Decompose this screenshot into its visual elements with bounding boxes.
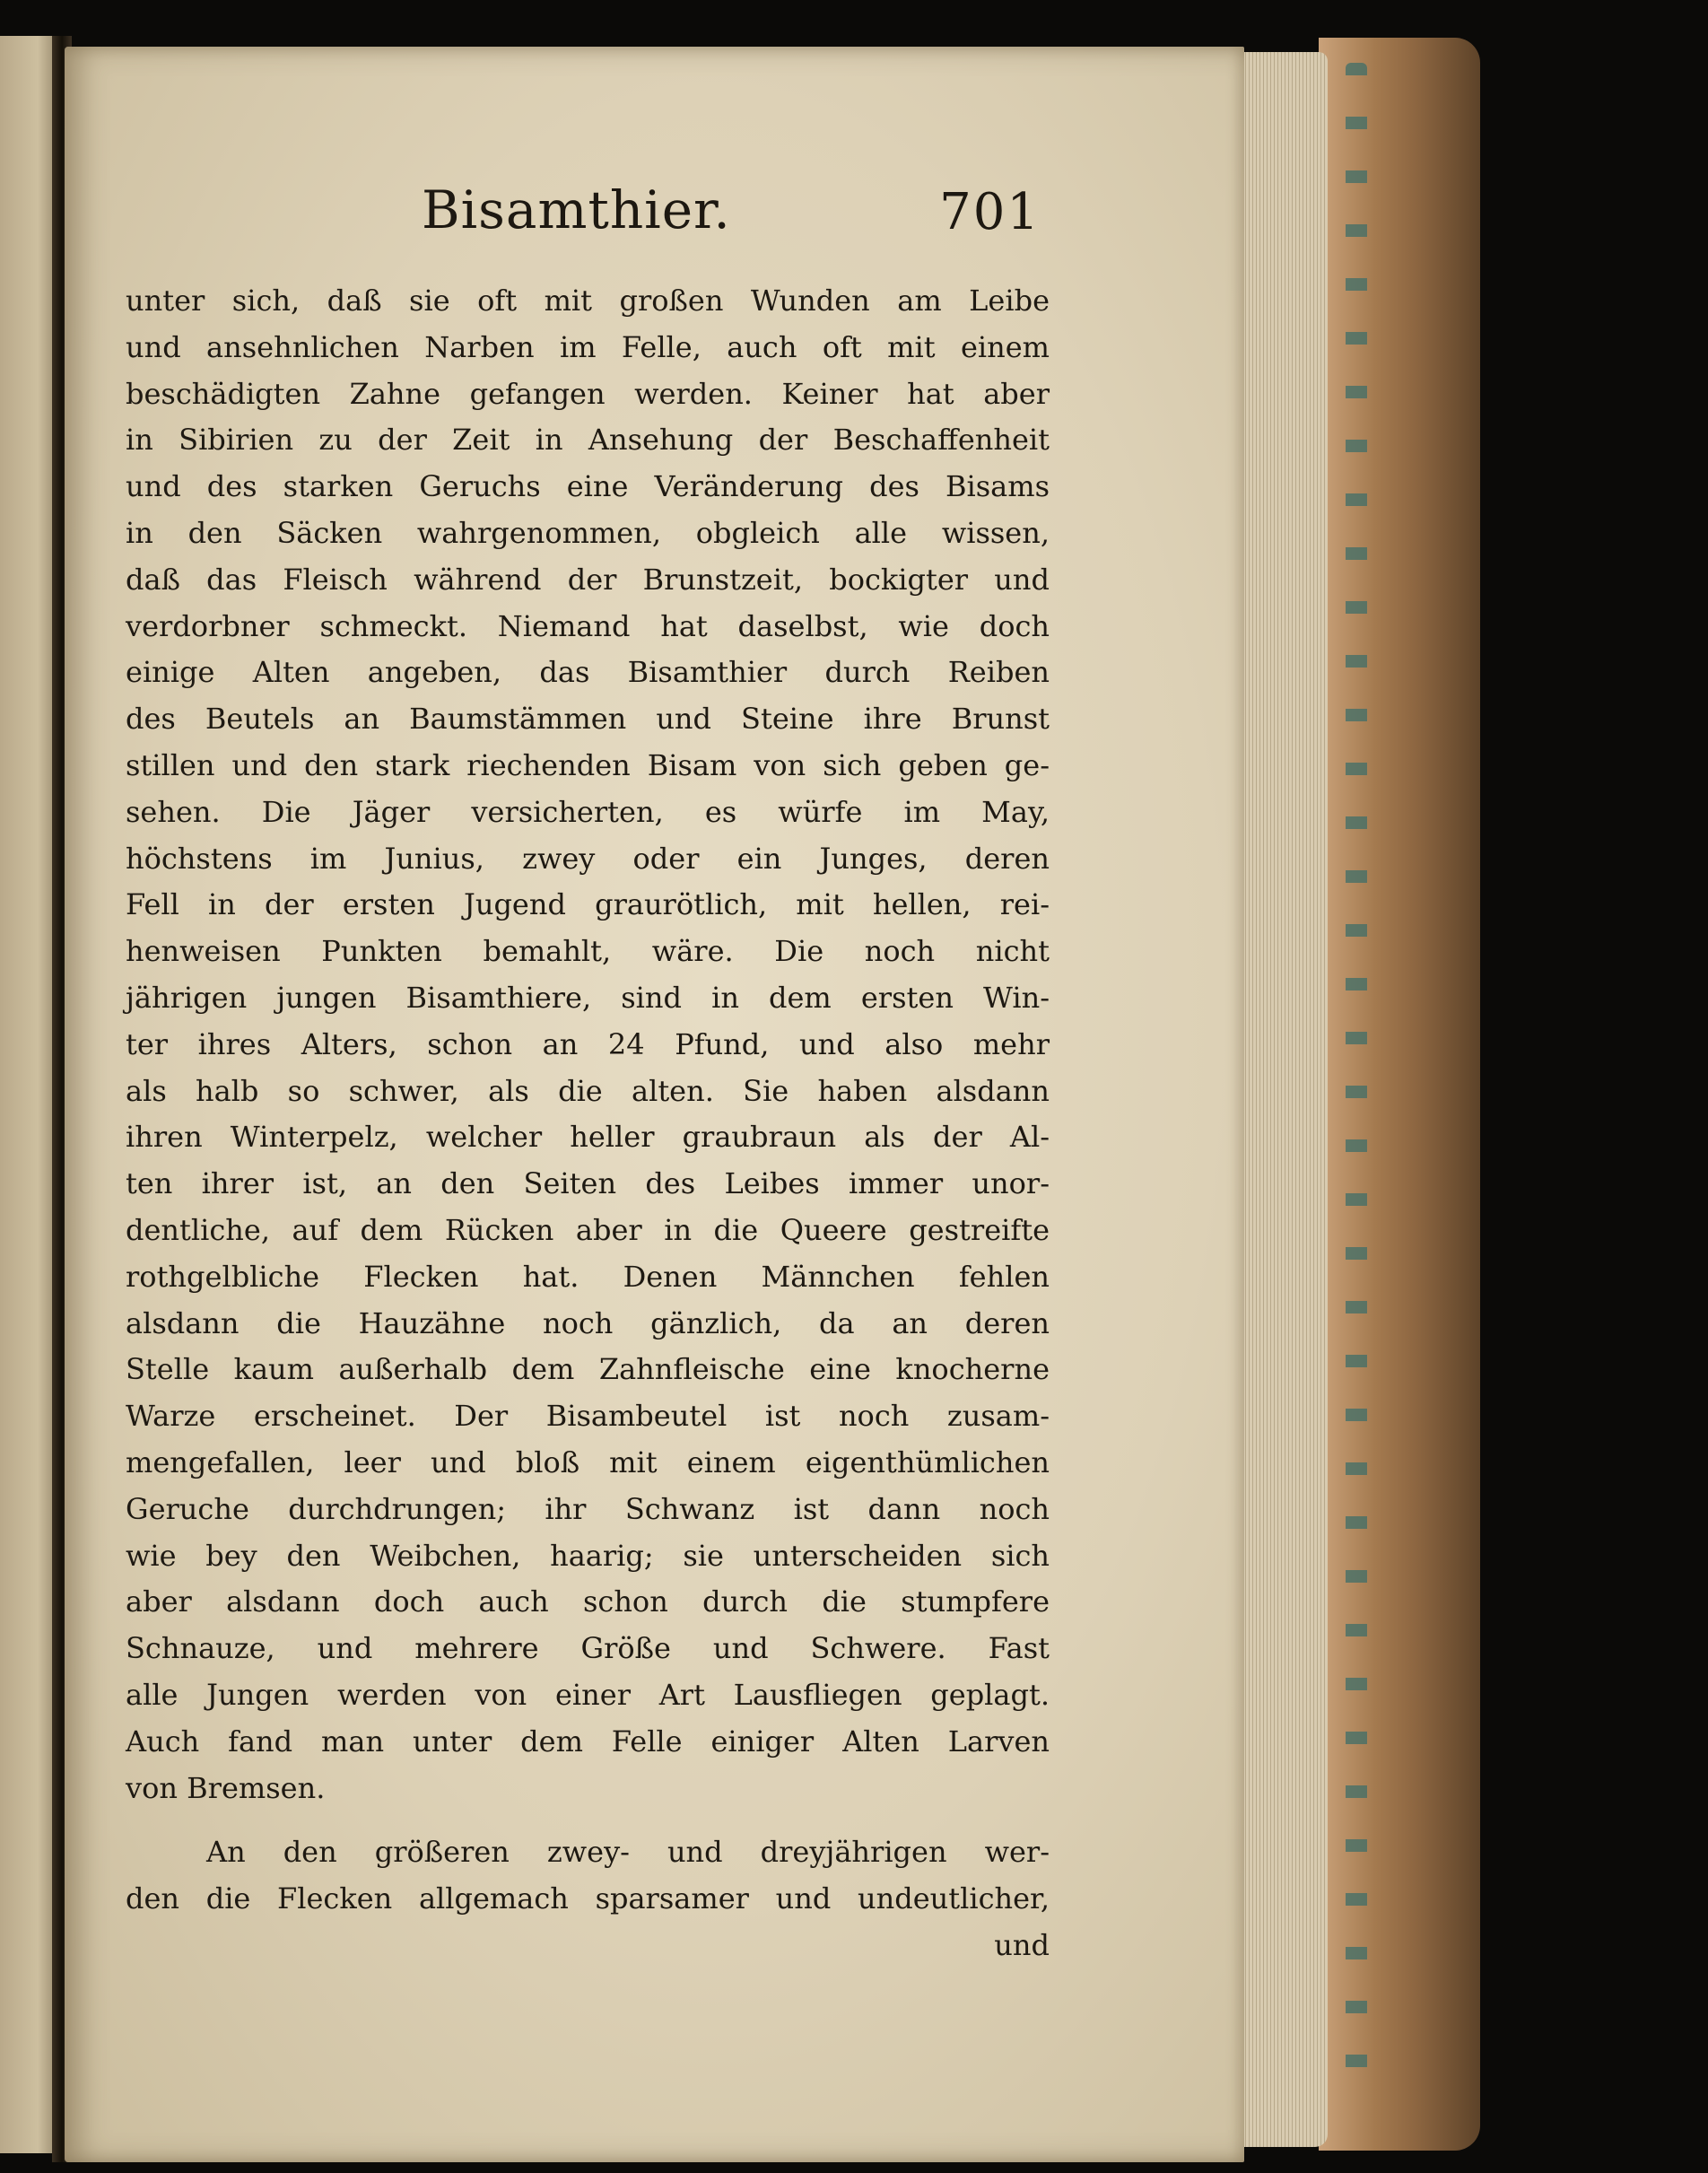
catchword: und <box>994 1927 1050 1962</box>
text-line: aber alsdann doch auch schon durch die stumpfere <box>126 1584 1050 1619</box>
text-line: sehen. Die Jäger versicherten, es würfe im May, <box>126 794 1050 829</box>
text-line: Stelle kaum außerhalb dem Zahnfleische eine knocherne <box>126 1352 1050 1387</box>
text-line: beschädigten Zahne gefangen werden. Keiner hat aber <box>126 376 1050 411</box>
text-line: Fell in der ersten Jugend graurötlich, mit hellen, rei- <box>126 887 1050 922</box>
text-line: in den Säcken wahrgenommen, obgleich alle wissen, <box>126 515 1050 550</box>
text-line: den die Flecken allgemach sparsamer und undeutlicher, <box>126 1881 1050 1916</box>
text-line: alsdann die Hauzähne noch gänzlich, da an deren <box>126 1305 1050 1340</box>
text-line: des Beutels an Baumstämmen und Steine ihre Brunst <box>126 702 1050 737</box>
text-line: rothgelbliche Flecken hat. Denen Männchen fehlen <box>126 1259 1050 1294</box>
text-line: Schnauze, und mehrere Größe und Schwere. Fast <box>126 1631 1050 1666</box>
text-line: ter ihres Alters, schon an 24 Pfund, und also mehr <box>126 1026 1050 1061</box>
text-line: einige Alten angeben, das Bisamthier durch Reiben <box>126 655 1050 690</box>
text-line: und des starken Geruchs eine Veränderung des Bisams <box>126 469 1050 504</box>
body-text <box>126 278 1050 1969</box>
running-head: Bisamthier. <box>422 179 731 240</box>
text-line: als halb so schwer, als die alten. Sie haben alsdann <box>126 1073 1050 1108</box>
text-line: und ansehnlichen Narben im Felle, auch oft mit einem <box>126 329 1050 364</box>
text-line: alle Jungen werden von einer Art Lausfliegen geplagt. <box>126 1677 1050 1712</box>
text-line: in Sibirien zu der Zeit in Ansehung der Beschaffenheit <box>126 423 1050 458</box>
text-line: henweisen Punkten bemahlt, wäre. Die noch nicht <box>126 934 1050 969</box>
text-line: ten ihrer ist, an den Seiten des Leibes immer unor- <box>126 1166 1050 1201</box>
text-line: dentliche, auf dem Rücken aber in die Queere gestreifte <box>126 1212 1050 1247</box>
text-line: höchstens im Junius, zwey oder ein Junges, deren <box>126 841 1050 876</box>
leather-cover <box>1319 38 1480 2151</box>
paragraph-2 <box>126 1829 1050 1923</box>
text-line: stillen und den stark riechenden Bisam von sich geben ge- <box>126 747 1050 782</box>
text-line: verdorbner schmeckt. Niemand hat daselbst, wie doch <box>126 608 1050 643</box>
paragraph-gap <box>126 1811 1050 1829</box>
text-line: An den größeren zwey- und dreyjährigen wer- <box>206 1835 1050 1870</box>
text-line: Geruche durchdrungen; ihr Schwanz ist dann noch <box>126 1491 1050 1526</box>
text-line: von Bremsen. <box>126 1770 326 1805</box>
text-line: unter sich, daß sie oft mit großen Wunden am Leibe <box>126 284 1050 318</box>
text-line: Auch fand man unter dem Felle einiger Alten Larven <box>126 1724 1050 1758</box>
page-stack-edges <box>1242 52 1328 2147</box>
text-line: jährigen jungen Bisamthiere, sind in dem ersten Win- <box>126 980 1050 1015</box>
page-header <box>422 179 1050 242</box>
text-line: ihren Winterpelz, welcher heller graubraun als der Al- <box>126 1120 1050 1155</box>
text-line: Warze erscheinet. Der Bisambeutel ist noch zusam- <box>126 1399 1050 1434</box>
text-line: daß das Fleisch während der Brunstzeit, bockigter und <box>126 562 1050 597</box>
page-number: 701 <box>939 183 1041 241</box>
marbled-edge-pattern <box>1346 63 1367 2108</box>
text-line: wie bey den Weibchen, haarig; sie unterscheiden sich <box>126 1538 1050 1573</box>
text-line: mengefallen, leer und bloß mit einem eigenthümlichen <box>126 1444 1050 1479</box>
paragraph-1 <box>126 278 1050 1811</box>
